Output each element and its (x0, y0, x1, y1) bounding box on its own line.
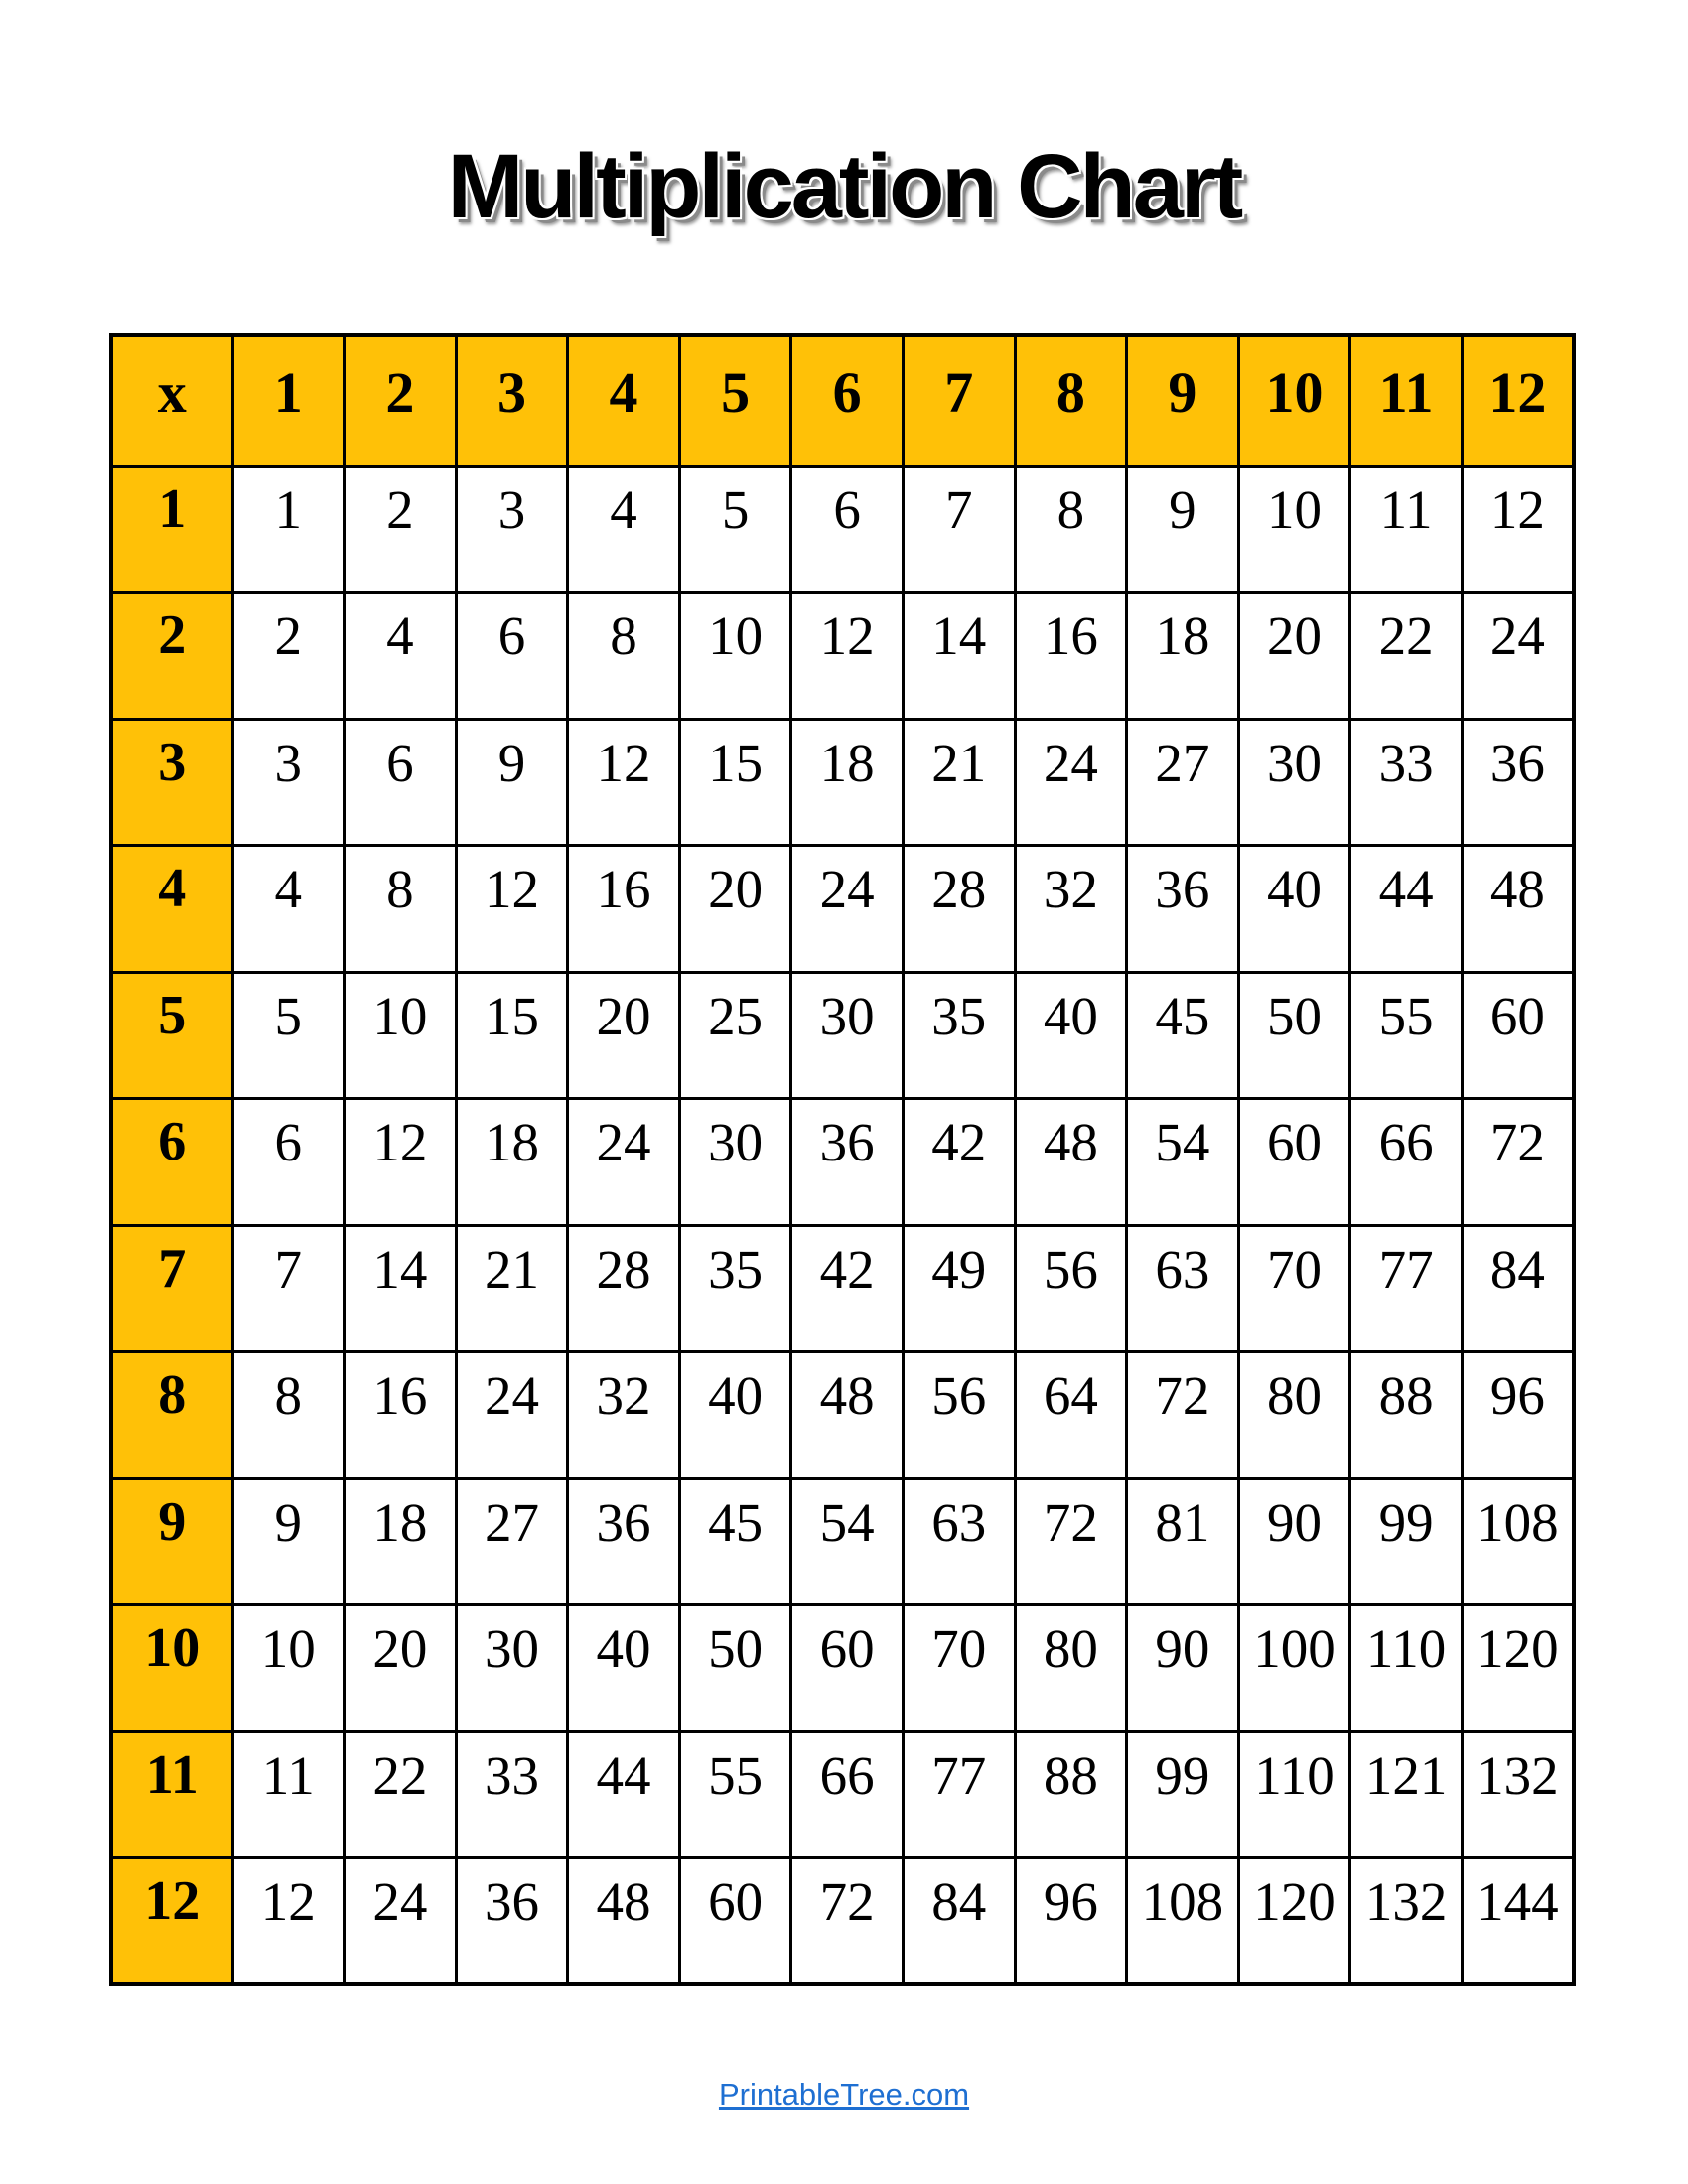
product-cell: 70 (903, 1605, 1015, 1732)
product-cell: 16 (1015, 593, 1127, 720)
product-cell: 1 (232, 466, 345, 593)
product-cell: 54 (791, 1478, 904, 1605)
product-cell: 42 (903, 1099, 1015, 1226)
product-cell: 121 (1350, 1731, 1463, 1858)
product-cell: 15 (456, 972, 568, 1099)
product-cell: 55 (679, 1731, 791, 1858)
product-cell: 77 (903, 1731, 1015, 1858)
product-cell: 27 (456, 1478, 568, 1605)
product-cell: 72 (1015, 1478, 1127, 1605)
product-cell: 25 (679, 972, 791, 1099)
product-cell: 60 (1462, 972, 1574, 1099)
product-cell: 36 (456, 1858, 568, 1985)
product-cell: 24 (456, 1352, 568, 1479)
row-header-cell: 5 (111, 972, 232, 1099)
product-cell: 27 (1127, 719, 1239, 846)
row-header-cell: 9 (111, 1478, 232, 1605)
product-cell: 42 (791, 1225, 904, 1352)
product-cell: 48 (1462, 846, 1574, 973)
product-cell: 6 (345, 719, 457, 846)
product-cell: 110 (1350, 1605, 1463, 1732)
product-cell: 40 (568, 1605, 680, 1732)
row-header-cell: 4 (111, 846, 232, 973)
product-cell: 20 (568, 972, 680, 1099)
product-cell: 12 (345, 1099, 457, 1226)
product-cell: 8 (1015, 466, 1127, 593)
product-cell: 6 (456, 593, 568, 720)
product-cell: 144 (1462, 1858, 1574, 1985)
multiplication-table (109, 333, 1576, 1986)
product-cell: 24 (345, 1858, 457, 1985)
product-cell: 60 (1238, 1099, 1350, 1226)
product-cell: 5 (679, 466, 791, 593)
product-cell: 63 (903, 1478, 1015, 1605)
product-cell: 9 (1127, 466, 1239, 593)
table-row (111, 1478, 1574, 1605)
row-header-cell: 8 (111, 1352, 232, 1479)
product-cell: 12 (232, 1858, 345, 1985)
product-cell: 108 (1462, 1478, 1574, 1605)
product-cell: 70 (1238, 1225, 1350, 1352)
product-cell: 100 (1238, 1605, 1350, 1732)
product-cell: 81 (1127, 1478, 1239, 1605)
product-cell: 40 (679, 1352, 791, 1479)
product-cell: 84 (903, 1858, 1015, 1985)
page-title: Multiplication Chart (447, 135, 1241, 237)
product-cell: 22 (345, 1731, 457, 1858)
product-cell: 88 (1350, 1352, 1463, 1479)
product-cell: 24 (568, 1099, 680, 1226)
product-cell: 48 (568, 1858, 680, 1985)
product-cell: 18 (456, 1099, 568, 1226)
product-cell: 32 (1015, 846, 1127, 973)
product-cell: 50 (679, 1605, 791, 1732)
product-cell: 9 (456, 719, 568, 846)
product-cell: 44 (1350, 846, 1463, 973)
product-cell: 88 (1015, 1731, 1127, 1858)
product-cell: 14 (903, 593, 1015, 720)
product-cell: 24 (1462, 593, 1574, 720)
product-cell: 15 (679, 719, 791, 846)
product-cell: 60 (679, 1858, 791, 1985)
row-header-cell: 3 (111, 719, 232, 846)
product-cell: 28 (568, 1225, 680, 1352)
product-cell: 12 (1462, 466, 1574, 593)
product-cell: 110 (1238, 1731, 1350, 1858)
product-cell: 48 (791, 1352, 904, 1479)
column-header-cell: 3 (456, 335, 568, 466)
product-cell: 10 (679, 593, 791, 720)
product-cell: 10 (232, 1605, 345, 1732)
column-header-cell: 10 (1238, 335, 1350, 466)
product-cell: 90 (1238, 1478, 1350, 1605)
product-cell: 66 (791, 1731, 904, 1858)
product-cell: 72 (791, 1858, 904, 1985)
product-cell: 36 (568, 1478, 680, 1605)
product-cell: 50 (1238, 972, 1350, 1099)
product-cell: 4 (345, 593, 457, 720)
product-cell: 18 (791, 719, 904, 846)
row-header-cell: 12 (111, 1858, 232, 1985)
product-cell: 11 (1350, 466, 1463, 593)
column-header-cell: 1 (232, 335, 345, 466)
product-cell: 10 (1238, 466, 1350, 593)
product-cell: 48 (1015, 1099, 1127, 1226)
product-cell: 12 (791, 593, 904, 720)
product-cell: 8 (232, 1352, 345, 1479)
row-header-cell: 6 (111, 1099, 232, 1226)
product-cell: 96 (1462, 1352, 1574, 1479)
product-cell: 21 (903, 719, 1015, 846)
table-row (111, 466, 1574, 593)
product-cell: 5 (232, 972, 345, 1099)
product-cell: 32 (568, 1352, 680, 1479)
product-cell: 28 (903, 846, 1015, 973)
product-cell: 30 (679, 1099, 791, 1226)
product-cell: 96 (1015, 1858, 1127, 1985)
table-row (111, 1858, 1574, 1985)
column-header-cell: 12 (1462, 335, 1574, 466)
product-cell: 99 (1350, 1478, 1463, 1605)
product-cell: 55 (1350, 972, 1463, 1099)
table-row (111, 972, 1574, 1099)
product-cell: 6 (232, 1099, 345, 1226)
product-cell: 16 (345, 1352, 457, 1479)
product-cell: 56 (1015, 1225, 1127, 1352)
footer (0, 2077, 1688, 2113)
table-row (111, 1352, 1574, 1479)
product-cell: 3 (232, 719, 345, 846)
product-cell: 33 (456, 1731, 568, 1858)
product-cell: 35 (679, 1225, 791, 1352)
product-cell: 84 (1462, 1225, 1574, 1352)
column-header-cell: 9 (1127, 335, 1239, 466)
table-row (111, 846, 1574, 973)
product-cell: 120 (1462, 1605, 1574, 1732)
product-cell: 30 (456, 1605, 568, 1732)
product-cell: 21 (456, 1225, 568, 1352)
product-cell: 22 (1350, 593, 1463, 720)
column-header-cell: 8 (1015, 335, 1127, 466)
product-cell: 66 (1350, 1099, 1463, 1226)
product-cell: 16 (568, 846, 680, 973)
table-row (111, 1731, 1574, 1858)
product-cell: 3 (456, 466, 568, 593)
product-cell: 132 (1462, 1731, 1574, 1858)
product-cell: 108 (1127, 1858, 1239, 1985)
product-cell: 7 (903, 466, 1015, 593)
product-cell: 49 (903, 1225, 1015, 1352)
product-cell: 30 (1238, 719, 1350, 846)
table-row (111, 593, 1574, 720)
product-cell: 18 (1127, 593, 1239, 720)
product-cell: 20 (345, 1605, 457, 1732)
product-cell: 35 (903, 972, 1015, 1099)
product-cell: 10 (345, 972, 457, 1099)
product-cell: 72 (1462, 1099, 1574, 1226)
product-cell: 30 (791, 972, 904, 1099)
footer-link[interactable]: PrintableTree.com (718, 2077, 970, 2112)
product-cell: 12 (456, 846, 568, 973)
product-cell: 64 (1015, 1352, 1127, 1479)
product-cell: 132 (1350, 1858, 1463, 1985)
product-cell: 4 (232, 846, 345, 973)
table-row (111, 1225, 1574, 1352)
product-cell: 36 (1127, 846, 1239, 973)
header-row (111, 335, 1574, 466)
row-header-cell: 2 (111, 593, 232, 720)
row-header-cell: 1 (111, 466, 232, 593)
product-cell: 56 (903, 1352, 1015, 1479)
product-cell: 60 (791, 1605, 904, 1732)
product-cell: 45 (679, 1478, 791, 1605)
product-cell: 80 (1015, 1605, 1127, 1732)
product-cell: 45 (1127, 972, 1239, 1099)
product-cell: 77 (1350, 1225, 1463, 1352)
product-cell: 40 (1015, 972, 1127, 1099)
corner-cell: x (111, 335, 232, 466)
product-cell: 20 (1238, 593, 1350, 720)
column-header-cell: 2 (345, 335, 457, 466)
product-cell: 24 (1015, 719, 1127, 846)
product-cell: 36 (791, 1099, 904, 1226)
product-cell: 20 (679, 846, 791, 973)
product-cell: 24 (791, 846, 904, 973)
product-cell: 7 (232, 1225, 345, 1352)
column-header-cell: 11 (1350, 335, 1463, 466)
product-cell: 90 (1127, 1605, 1239, 1732)
product-cell: 2 (232, 593, 345, 720)
column-header-cell: 4 (568, 335, 680, 466)
column-header-cell: 7 (903, 335, 1015, 466)
product-cell: 63 (1127, 1225, 1239, 1352)
product-cell: 36 (1462, 719, 1574, 846)
product-cell: 72 (1127, 1352, 1239, 1479)
table-row (111, 719, 1574, 846)
product-cell: 44 (568, 1731, 680, 1858)
product-cell: 80 (1238, 1352, 1350, 1479)
product-cell: 33 (1350, 719, 1463, 846)
table-body (111, 466, 1574, 1984)
table-row (111, 1605, 1574, 1732)
product-cell: 8 (345, 846, 457, 973)
table-row (111, 1099, 1574, 1226)
product-cell: 120 (1238, 1858, 1350, 1985)
product-cell: 8 (568, 593, 680, 720)
product-cell: 9 (232, 1478, 345, 1605)
column-header-cell: 6 (791, 335, 904, 466)
row-header-cell: 7 (111, 1225, 232, 1352)
table-header-row-container (111, 335, 1574, 466)
product-cell: 2 (345, 466, 457, 593)
product-cell: 18 (345, 1478, 457, 1605)
product-cell: 40 (1238, 846, 1350, 973)
product-cell: 54 (1127, 1099, 1239, 1226)
product-cell: 14 (345, 1225, 457, 1352)
column-header-cell: 5 (679, 335, 791, 466)
row-header-cell: 10 (111, 1605, 232, 1732)
product-cell: 99 (1127, 1731, 1239, 1858)
product-cell: 11 (232, 1731, 345, 1858)
product-cell: 4 (568, 466, 680, 593)
product-cell: 6 (791, 466, 904, 593)
row-header-cell: 11 (111, 1731, 232, 1858)
product-cell: 12 (568, 719, 680, 846)
